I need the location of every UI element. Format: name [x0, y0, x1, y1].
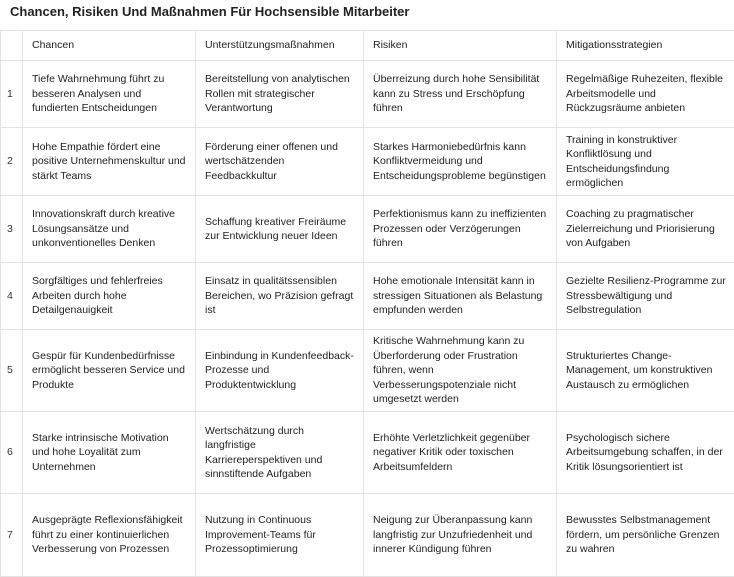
row-number: 6 [1, 412, 23, 494]
column-header-chancen: Chancen [23, 31, 196, 61]
cell-chancen: Gespür für Kundenbedürfnisse ermöglicht besseren Service und Produkte [23, 330, 196, 412]
cell-risiken: Hohe emotionale Intensität kann in stressigen Situationen als Belastung empfunden werden [364, 263, 557, 330]
cell-strategien: Bewusstes Selbstmanagement fördern, um persönliche Grenzen zu wahren [557, 494, 734, 577]
table-row [1, 494, 734, 577]
cell-massnahmen: Wertschätzung durch langfristige Karriereperspektiven und sinnstiftende Aufgaben [196, 412, 364, 494]
cell-massnahmen: Förderung einer offenen und wertschätzenden Feedbackkultur [196, 128, 364, 196]
cell-chancen: Sorgfältiges und fehlerfreies Arbeiten durch hohe Detailgenauigkeit [23, 263, 196, 330]
cell-strategien: Strukturiertes Change-Management, um konstruktiven Austausch zu ermöglichen [557, 330, 734, 412]
table-row [1, 128, 734, 196]
cell-risiken: Neigung zur Überanpassung kann langfristig zur Unzufriedenheit und innerer Kündigung führen [364, 494, 557, 577]
cell-chancen: Starke intrinsische Motivation und hohe Loyalität zum Unternehmen [23, 412, 196, 494]
table-row [1, 263, 734, 330]
cell-risiken: Kritische Wahrnehmung kann zu Überforderung oder Frustration führen, wenn Verbesserungspotenziale nicht umgesetzt werden [364, 330, 557, 412]
page-title: Chancen, Risiken Und Maßnahmen Für Hochsensible Mitarbeiter [10, 4, 409, 19]
cell-risiken: Starkes Harmoniebedürfnis kann Konfliktvermeidung und Entscheidungsprobleme begünstigen [364, 128, 557, 196]
cell-chancen: Tiefe Wahrnehmung führt zu besseren Analysen und fundierten Entscheidungen [23, 61, 196, 128]
cell-chancen: Ausgeprägte Reflexionsfähigkeit führt zu einer kontinuierlichen Verbesserung von Prozessen [23, 494, 196, 577]
cell-strategien: Regelmäßige Ruhezeiten, flexible Arbeitsmodelle und Rückzugsräume anbieten [557, 61, 734, 128]
row-number: 7 [1, 494, 23, 577]
column-header-risiken: Risiken [364, 31, 557, 61]
row-number: 1 [1, 61, 23, 128]
cell-massnahmen: Nutzung in Continuous Improvement-Teams für Prozessoptimierung [196, 494, 364, 577]
column-header-index [1, 31, 23, 61]
row-number: 5 [1, 330, 23, 412]
cell-strategien: Gezielte Resilienz-Programme zur Stressbewältigung und Selbstregulation [557, 263, 734, 330]
table-header-row [1, 31, 734, 61]
cell-strategien: Coaching zu pragmatischer Zielerreichung und Priorisierung von Aufgaben [557, 196, 734, 263]
cell-massnahmen: Einsatz in qualitätssensiblen Bereichen, wo Präzision gefragt ist [196, 263, 364, 330]
column-header-massnahmen: Unterstützungsmaßnahmen [196, 31, 364, 61]
row-number: 3 [1, 196, 23, 263]
cell-risiken: Überreizung durch hohe Sensibilität kann zu Stress und Erschöpfung führen [364, 61, 557, 128]
cell-massnahmen: Einbindung in Kundenfeedback-Prozesse und Produktentwicklung [196, 330, 364, 412]
data-table [0, 30, 734, 577]
row-number: 4 [1, 263, 23, 330]
cell-chancen: Hohe Empathie fördert eine positive Unternehmenskultur und stärkt Teams [23, 128, 196, 196]
column-header-strategien: Mitigationsstrategien [557, 31, 734, 61]
cell-strategien: Psychologisch sichere Arbeitsumgebung schaffen, in der Kritik lösungsorientiert ist [557, 412, 734, 494]
cell-risiken: Erhöhte Verletzlichkeit gegenüber negativer Kritik oder toxischen Arbeitsumfeldern [364, 412, 557, 494]
cell-massnahmen: Bereitstellung von analytischen Rollen mit strategischer Verantwortung [196, 61, 364, 128]
table-row [1, 61, 734, 128]
table-row [1, 412, 734, 494]
table-row [1, 196, 734, 263]
cell-risiken: Perfektionismus kann zu ineffizienten Prozessen oder Verzögerungen führen [364, 196, 557, 263]
cell-massnahmen: Schaffung kreativer Freiräume zur Entwicklung neuer Ideen [196, 196, 364, 263]
cell-chancen: Innovationskraft durch kreative Lösungsansätze und unkonventionelles Denken [23, 196, 196, 263]
row-number: 2 [1, 128, 23, 196]
table-row [1, 330, 734, 412]
cell-strategien: Training in konstruktiver Konfliktlösung und Entscheidungsfindung ermöglichen [557, 128, 734, 196]
